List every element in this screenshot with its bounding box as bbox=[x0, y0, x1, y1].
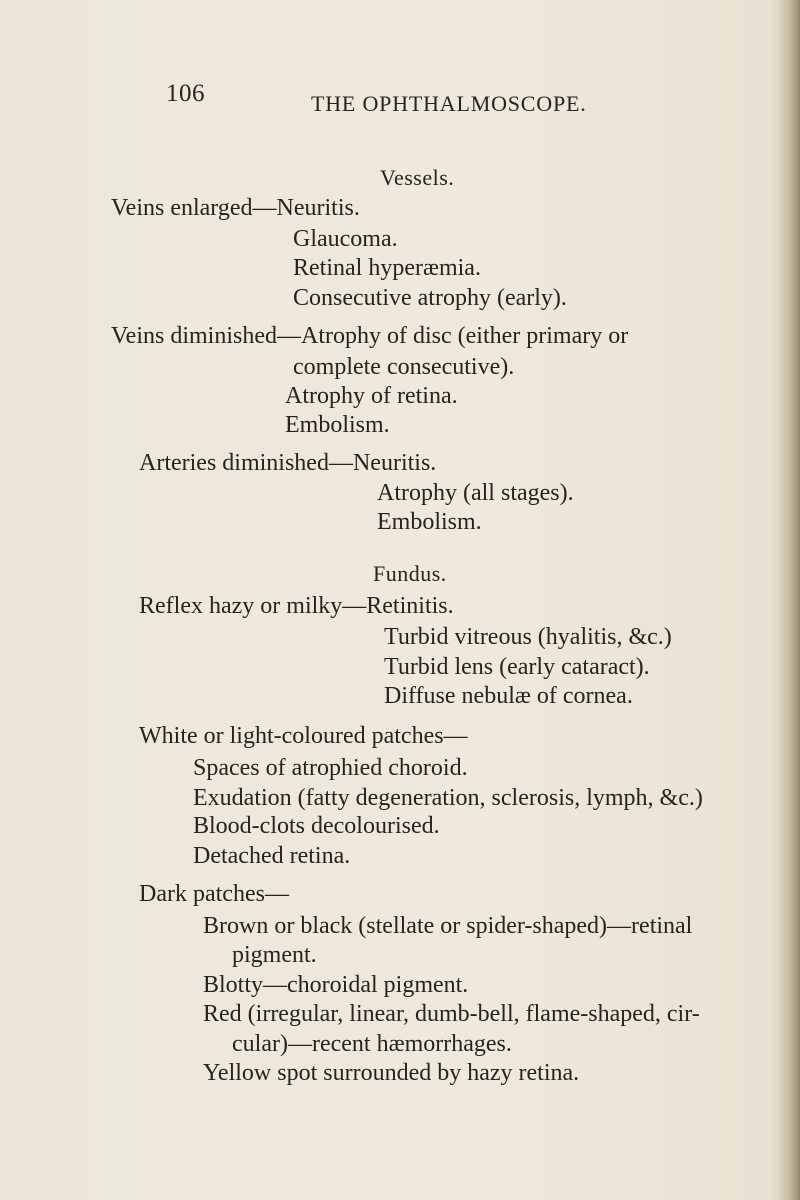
text-line: pigment. bbox=[232, 942, 317, 968]
text-line: Arteries diminished—Neuritis. bbox=[139, 450, 437, 476]
text-line: White or light-coloured patches— bbox=[139, 723, 468, 749]
text-line: Embolism. bbox=[285, 412, 390, 438]
text-line: Spaces of atrophied choroid. bbox=[193, 755, 468, 781]
text-line: Detached retina. bbox=[193, 843, 351, 869]
text-line: Red (irregular, linear, dumb-bell, flame-shaped, cir- bbox=[203, 1001, 700, 1027]
text-line: Turbid lens (early cataract). bbox=[384, 654, 650, 680]
text-line: Atrophy of retina. bbox=[285, 383, 458, 409]
text-line: Diffuse nebulæ of cornea. bbox=[384, 683, 633, 709]
text-line: Turbid vitreous (hyalitis, &c.) bbox=[384, 624, 672, 650]
text-line: cular)—recent hæmorrhages. bbox=[232, 1031, 512, 1057]
text-line: Exudation (fatty degeneration, sclerosis, lymph, &c.) bbox=[193, 785, 703, 811]
section-heading-vessels: Vessels. bbox=[380, 165, 455, 190]
text-line: Reflex hazy or milky—Retinitis. bbox=[139, 593, 454, 619]
text-line: Embolism. bbox=[377, 509, 482, 535]
text-line: Brown or black (stellate or spider-shaped)—retinal bbox=[203, 913, 693, 939]
running-head: THE OPHTHALMOSCOPE. bbox=[311, 91, 587, 116]
section-heading-fundus: Fundus. bbox=[373, 561, 447, 586]
text-line: Dark patches— bbox=[139, 881, 289, 907]
text-line: Veins enlarged—Neuritis. bbox=[111, 195, 360, 221]
text-line: complete consecutive). bbox=[293, 354, 515, 380]
page-edge-shadow bbox=[778, 0, 800, 1200]
text-line: Consecutive atrophy (early). bbox=[293, 285, 567, 311]
text-line: Atrophy (all stages). bbox=[377, 480, 574, 506]
text-line: Yellow spot surrounded by hazy retina. bbox=[203, 1060, 580, 1086]
text-line: Veins diminished—Atrophy of disc (either primary or bbox=[111, 323, 629, 349]
text-line: Blood-clots decolourised. bbox=[193, 813, 440, 839]
page-number: 106 bbox=[166, 80, 205, 107]
text-line: Glaucoma. bbox=[293, 226, 398, 252]
text-line: Retinal hyperæmia. bbox=[293, 255, 481, 281]
text-line: Blotty—choroidal pigment. bbox=[203, 972, 469, 998]
